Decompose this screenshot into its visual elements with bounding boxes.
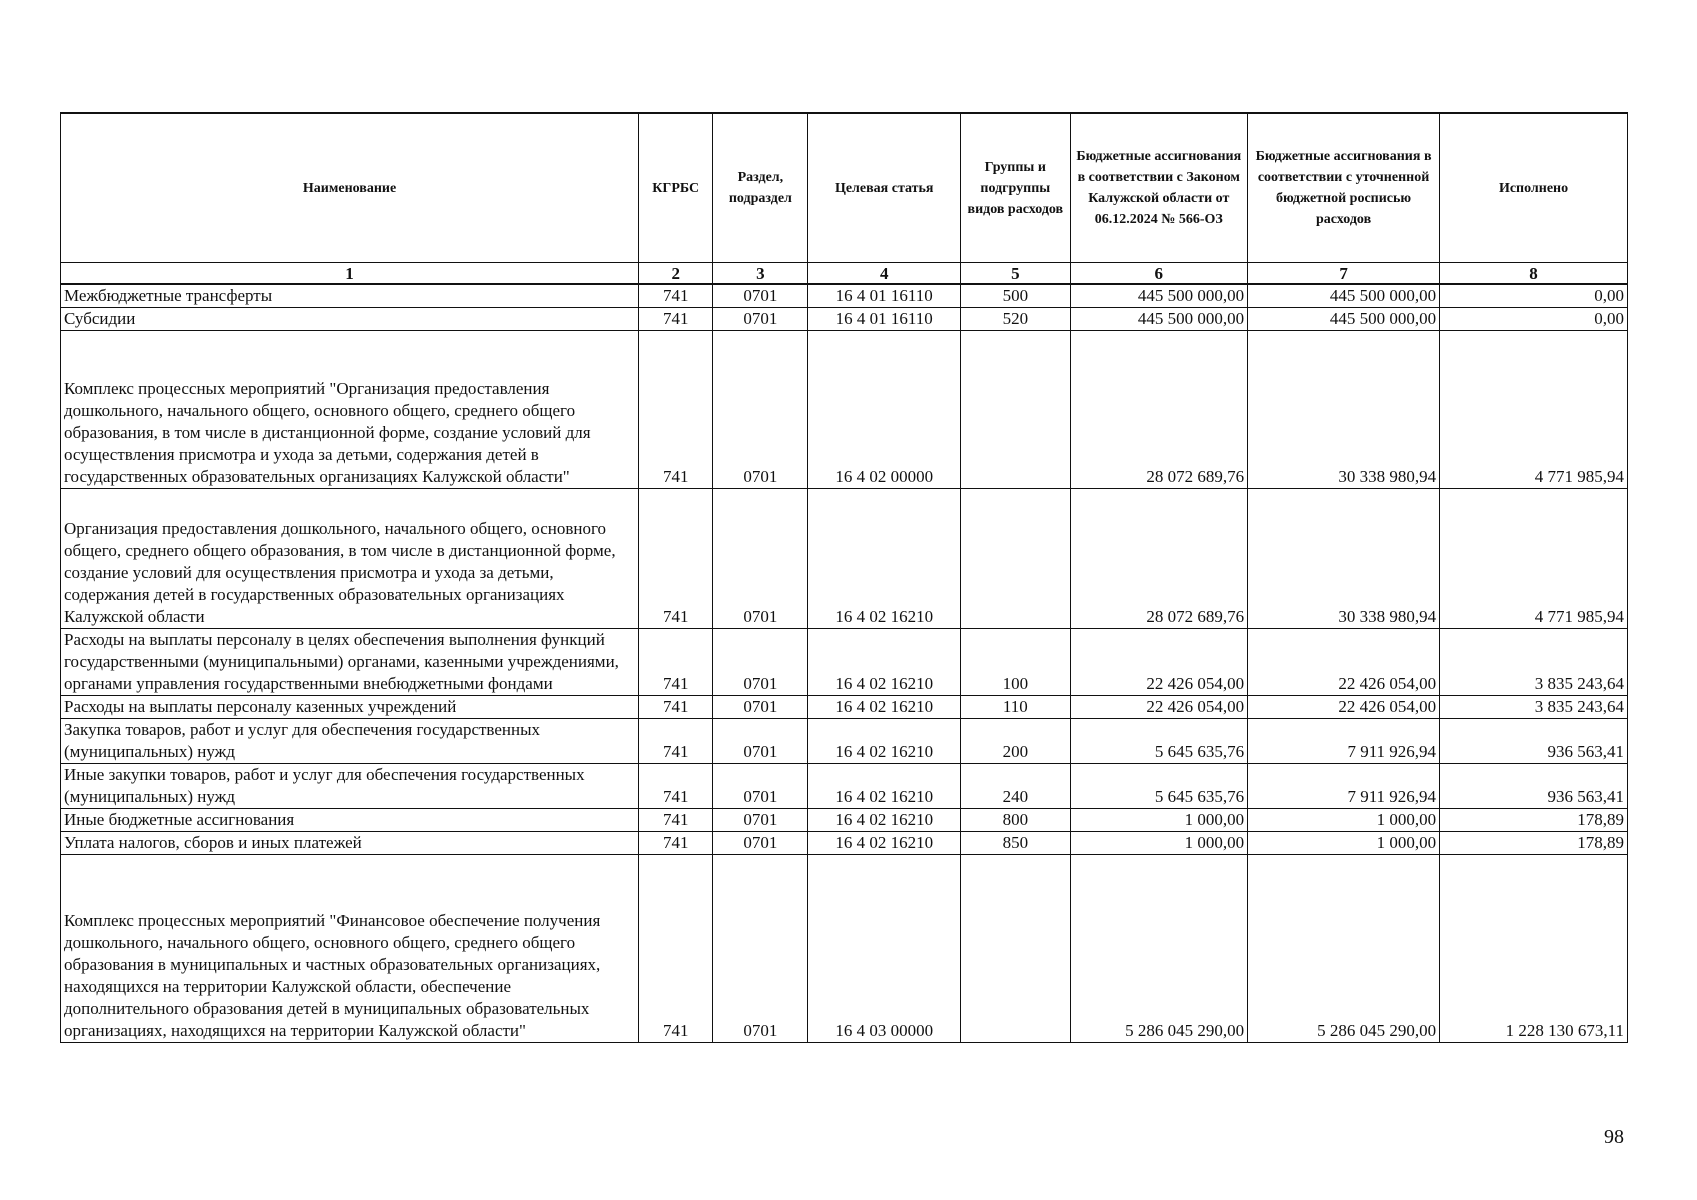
page-number: 98 [1604,1126,1624,1148]
table-row [61,809,1628,832]
row-executed: 0,00 [1440,284,1628,308]
column-number: 7 [1248,263,1440,285]
row-refined: 30 338 980,94 [1248,331,1440,489]
row-law: 5 286 045 290,00 [1070,855,1248,1043]
row-refined: 1 000,00 [1248,809,1440,832]
row-executed: 4 771 985,94 [1440,331,1628,489]
row-section: 0701 [713,809,808,832]
row-refined: 445 500 000,00 [1248,308,1440,331]
row-refined: 30 338 980,94 [1248,489,1440,629]
row-target: 16 4 02 16210 [808,696,961,719]
header-section: Раздел, подраздел [713,113,808,263]
row-law: 1 000,00 [1070,809,1248,832]
header-refined: Бюджетные ассигнования в соответствии с уточненной бюджетной росписью расходов [1248,113,1440,263]
row-group: 200 [961,719,1070,764]
row-section: 0701 [713,764,808,809]
row-kgrbs: 741 [639,489,713,629]
row-group: 100 [961,629,1070,696]
row-name: Расходы на выплаты персоналу казенных учреждений [61,696,639,719]
row-target: 16 4 02 16210 [808,832,961,855]
table-row [61,629,1628,696]
row-refined: 5 286 045 290,00 [1248,855,1440,1043]
row-kgrbs: 741 [639,308,713,331]
row-executed: 3 835 243,64 [1440,696,1628,719]
row-name: Уплата налогов, сборов и иных платежей [61,832,639,855]
row-refined: 7 911 926,94 [1248,764,1440,809]
row-law: 22 426 054,00 [1070,629,1248,696]
row-law: 28 072 689,76 [1070,331,1248,489]
row-name: Иные бюджетные ассигнования [61,809,639,832]
header-target: Целевая статья [808,113,961,263]
row-law: 445 500 000,00 [1070,308,1248,331]
row-executed: 3 835 243,64 [1440,629,1628,696]
table-row [61,764,1628,809]
row-section: 0701 [713,284,808,308]
row-law: 28 072 689,76 [1070,489,1248,629]
row-target: 16 4 02 16210 [808,809,961,832]
row-refined: 22 426 054,00 [1248,696,1440,719]
row-kgrbs: 741 [639,284,713,308]
row-group: 800 [961,809,1070,832]
row-executed: 936 563,41 [1440,719,1628,764]
table-row [61,719,1628,764]
row-kgrbs: 741 [639,809,713,832]
header-kgrbs: КГРБС [639,113,713,263]
column-number: 6 [1070,263,1248,285]
table-row [61,489,1628,629]
row-target: 16 4 02 16210 [808,719,961,764]
row-refined: 1 000,00 [1248,832,1440,855]
row-section: 0701 [713,855,808,1043]
row-law: 5 645 635,76 [1070,764,1248,809]
row-group: 500 [961,284,1070,308]
row-name: Субсидии [61,308,639,331]
row-group: 110 [961,696,1070,719]
row-target: 16 4 03 00000 [808,855,961,1043]
row-refined: 7 911 926,94 [1248,719,1440,764]
row-section: 0701 [713,696,808,719]
row-executed: 178,89 [1440,832,1628,855]
row-executed: 178,89 [1440,809,1628,832]
column-number: 3 [713,263,808,285]
row-target: 16 4 02 16210 [808,764,961,809]
row-kgrbs: 741 [639,696,713,719]
row-executed: 936 563,41 [1440,764,1628,809]
row-group: 850 [961,832,1070,855]
header-law: Бюджетные ассигнования в соответствии с Законом Калужской области от 06.12.2024 № 566-ОЗ [1070,113,1248,263]
header-row [61,113,1628,263]
row-name: Расходы на выплаты персоналу в целях обеспечения выполнения функций государственными (муниципальными) органами, казенными учреждениями, органами управления государственными внебюджетными фондами [61,629,639,696]
table-row [61,855,1628,1043]
column-number-row [61,263,1628,285]
row-target: 16 4 02 16210 [808,489,961,629]
row-kgrbs: 741 [639,764,713,809]
column-number: 4 [808,263,961,285]
table-row [61,308,1628,331]
row-executed: 0,00 [1440,308,1628,331]
row-name: Комплекс процессных мероприятий "Финансовое обеспечение получения дошкольного, начального общего, основного общего, среднего общего образования в муниципальных и частных образовательных организациях, находящихся на территории Калужской области, обеспечение дополнительного образования детей в муниципальных образовательных организациях, находящихся на территории Калужской области" [61,855,639,1043]
row-group [961,489,1070,629]
row-group: 240 [961,764,1070,809]
row-kgrbs: 741 [639,331,713,489]
budget-table [60,112,1628,1043]
row-section: 0701 [713,331,808,489]
row-group [961,855,1070,1043]
column-number: 5 [961,263,1070,285]
header-executed: Исполнено [1440,113,1628,263]
row-name: Закупка товаров, работ и услуг для обеспечения государственных (муниципальных) нужд [61,719,639,764]
row-law: 1 000,00 [1070,832,1248,855]
row-target: 16 4 02 00000 [808,331,961,489]
row-kgrbs: 741 [639,832,713,855]
table-row [61,832,1628,855]
row-name: Межбюджетные трансферты [61,284,639,308]
row-law: 5 645 635,76 [1070,719,1248,764]
row-section: 0701 [713,489,808,629]
row-section: 0701 [713,719,808,764]
column-number: 2 [639,263,713,285]
row-group [961,331,1070,489]
row-refined: 445 500 000,00 [1248,284,1440,308]
row-law: 445 500 000,00 [1070,284,1248,308]
header-groups: Группы и подгруппы видов расходов [961,113,1070,263]
column-number: 1 [61,263,639,285]
table-row [61,331,1628,489]
row-kgrbs: 741 [639,855,713,1043]
row-target: 16 4 02 16210 [808,629,961,696]
row-law: 22 426 054,00 [1070,696,1248,719]
row-section: 0701 [713,629,808,696]
row-name: Иные закупки товаров, работ и услуг для обеспечения государственных (муниципальных) нужд [61,764,639,809]
row-name: Комплекс процессных мероприятий "Организация предоставления дошкольного, начального общего, основного общего, среднего общего образования, в том числе в дистанционной форме, создание условий для осуществления присмотра и ухода за детьми, содержания детей в государственных образовательных организациях Калужской области" [61,331,639,489]
row-executed: 1 228 130 673,11 [1440,855,1628,1043]
row-section: 0701 [713,832,808,855]
row-section: 0701 [713,308,808,331]
row-kgrbs: 741 [639,719,713,764]
column-number: 8 [1440,263,1628,285]
row-target: 16 4 01 16110 [808,284,961,308]
row-executed: 4 771 985,94 [1440,489,1628,629]
table-row [61,284,1628,308]
row-name: Организация предоставления дошкольного, начального общего, основного общего, среднего общего образования, в том числе в дистанционной форме, создание условий для осуществления присмотра и ухода за детьми, содержания детей в государственных образовательных организациях Калужской области [61,489,639,629]
header-name: Наименование [61,113,639,263]
table-row [61,696,1628,719]
row-target: 16 4 01 16110 [808,308,961,331]
row-kgrbs: 741 [639,629,713,696]
row-refined: 22 426 054,00 [1248,629,1440,696]
row-group: 520 [961,308,1070,331]
